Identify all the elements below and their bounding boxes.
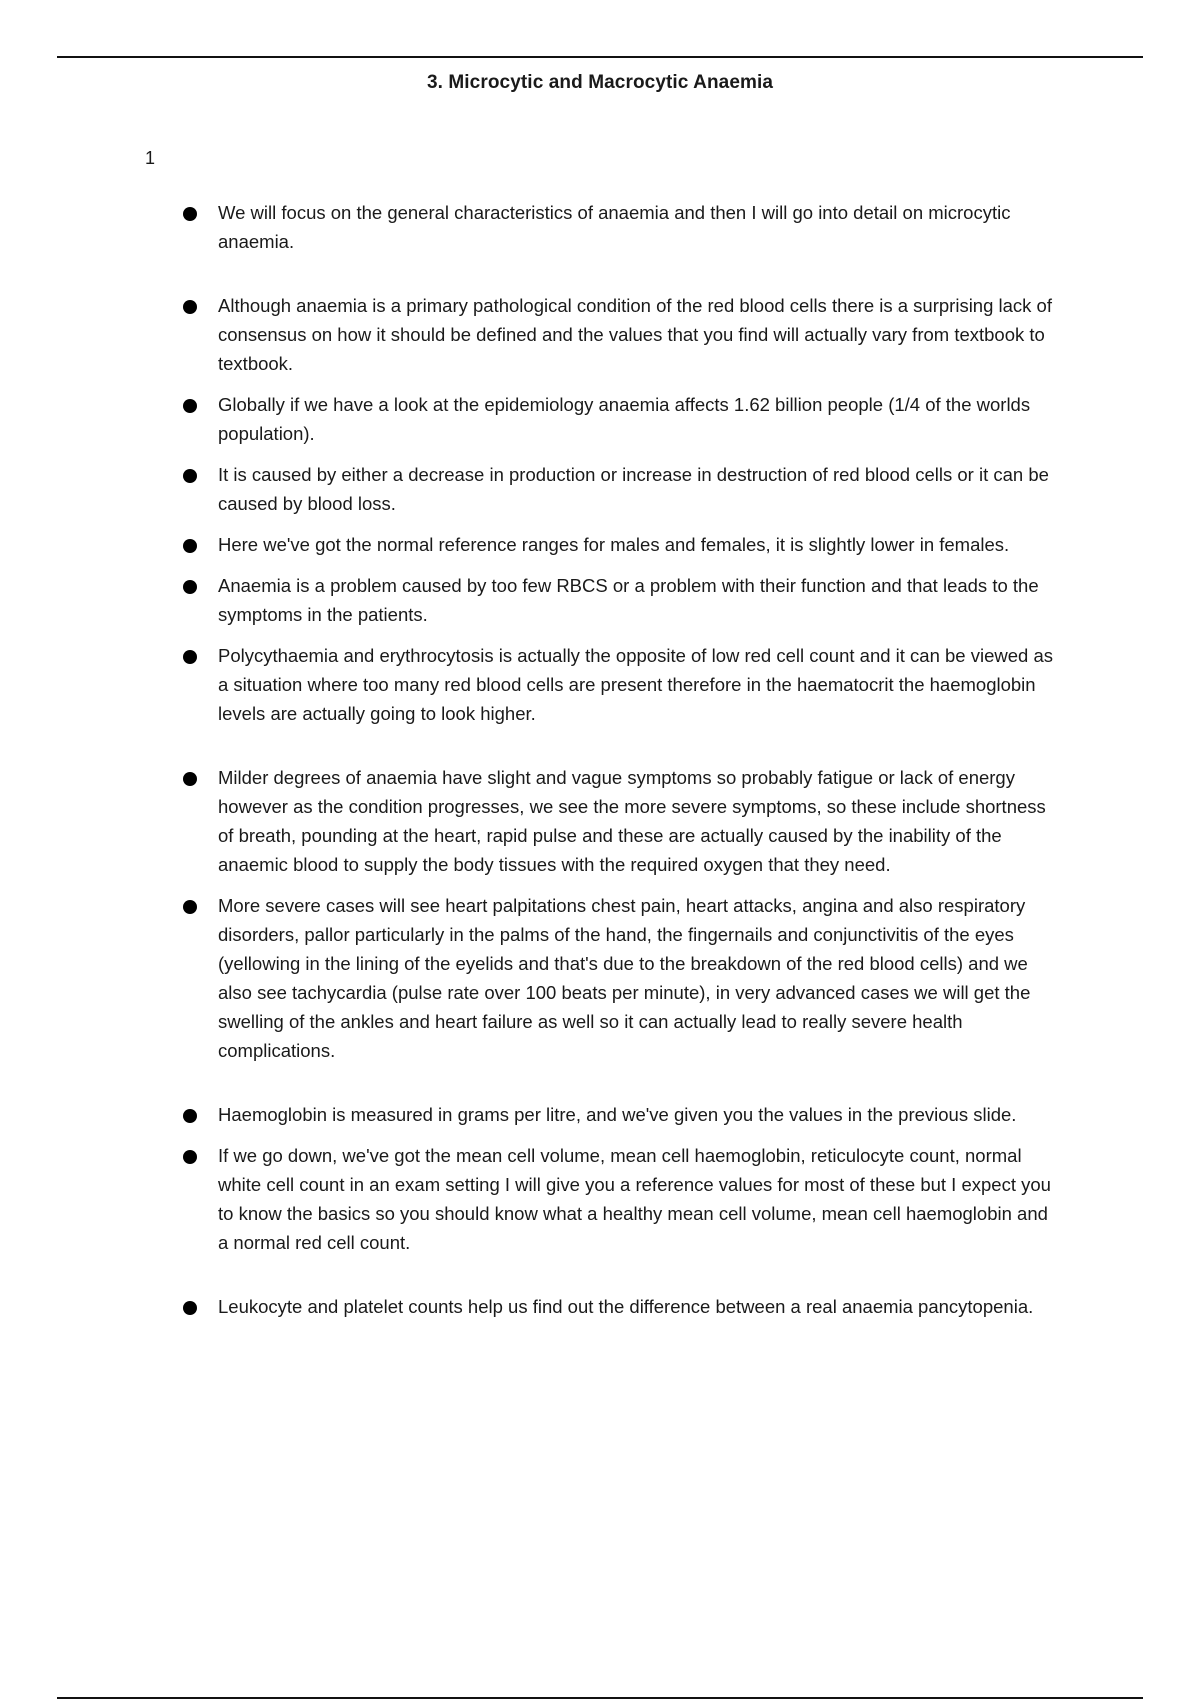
bullet-item-5 [183, 530, 1063, 559]
bullet-item-6 [183, 571, 1063, 629]
bullet-text: We will focus on the general characteristics of anaemia and then I will go into detail on microcytic anaemia. [218, 202, 1011, 252]
bullet-item-12 [183, 1292, 1063, 1321]
page-number: 1 [145, 148, 156, 168]
bullet-dot-icon [183, 772, 197, 786]
bullet-item-11 [183, 1141, 1063, 1257]
bullet-item-4 [183, 460, 1063, 518]
bullet-dot-icon [183, 1109, 197, 1123]
bullet-dot-icon [183, 1150, 197, 1164]
bullet-item-1 [183, 198, 1063, 256]
bullet-text: Polycythaemia and erythrocytosis is actually the opposite of low red cell count and it can be viewed as a situation where too many red blood cells are present therefore in the haematocrit the haemoglobin levels are actually going to look higher. [218, 645, 1054, 724]
top-rule [57, 56, 1143, 58]
bullet-item-8 [183, 763, 1063, 879]
bullet-text: Haemoglobin is measured in grams per litre, and we've given you the values in the previous slide. [218, 1104, 1017, 1125]
bullet-text: It is caused by either a decrease in production or increase in destruction of red blood cells or it can be caused by blood loss. [218, 464, 1049, 514]
document-title: 3. Microcytic and Macrocytic Anaemia [426, 72, 774, 93]
bullet-item-3 [183, 390, 1063, 448]
bullet-dot-icon [183, 399, 197, 413]
bottom-rule [57, 1697, 1143, 1699]
bullet-dot-icon [183, 300, 197, 314]
bullet-dot-icon [183, 650, 197, 664]
bullet-dot-icon [183, 469, 197, 483]
bullet-dot-icon [183, 1301, 197, 1315]
bullet-text: If we go down, we've got the mean cell volume, mean cell haemoglobin, reticulocyte count, normal white cell count in an exam setting I will give you a reference values for most of these but I expect you to know the basics so you should know what a healthy mean cell volume, mean cell haemoglobin and a normal red cell count. [218, 1145, 1051, 1253]
bullet-text: More severe cases will see heart palpitations chest pain, heart attacks, angina and also respiratory disorders, pallor particularly in the palms of the hand, the fingernails and conjunctivitis of the eyes (yellowing in the lining of the eyelids and that's due to the breakdown of the red blood cells) and we also see tachycardia (pulse rate over 100 beats per minute), in very advanced cases we will get the swelling of the ankles and heart failure as well so it can actually lead to really severe health complications. [218, 895, 1031, 1061]
bullet-item-7 [183, 641, 1063, 728]
bullet-dot-icon [183, 207, 197, 221]
bullet-item-10 [183, 1100, 1063, 1129]
bullet-dot-icon [183, 539, 197, 553]
bullet-text: Globally if we have a look at the epidemiology anaemia affects 1.62 billion people (1/4 of the worlds population). [218, 394, 1031, 444]
bullet-text: Anaemia is a problem caused by too few RBCS or a problem with their function and that leads to the symptoms in the patients. [218, 575, 1039, 625]
bullet-text: Although anaemia is a primary pathological condition of the red blood cells there is a surprising lack of consensus on how it should be defined and the values that you find will actually vary from textbook to textbook. [218, 295, 1052, 374]
bullet-dot-icon [183, 580, 197, 594]
bullet-dot-icon [183, 900, 197, 914]
bullet-item-2 [183, 291, 1063, 378]
bullet-text: Milder degrees of anaemia have slight and vague symptoms so probably fatigue or lack of energy however as the condition progresses, we see the more severe symptoms, so these include shortness of breath, pounding at the heart, rapid pulse and these are actually caused by the inability of the anaemic blood to supply the body tissues with the required oxygen that they need. [218, 767, 1046, 875]
bullet-list [183, 198, 1063, 1321]
bullet-text: Leukocyte and platelet counts help us find out the difference between a real anaemia pancytopenia. [218, 1296, 1034, 1317]
bullet-item-9 [183, 891, 1063, 1065]
bullet-text: Here we've got the normal reference ranges for males and females, it is slightly lower in females. [218, 534, 1010, 555]
